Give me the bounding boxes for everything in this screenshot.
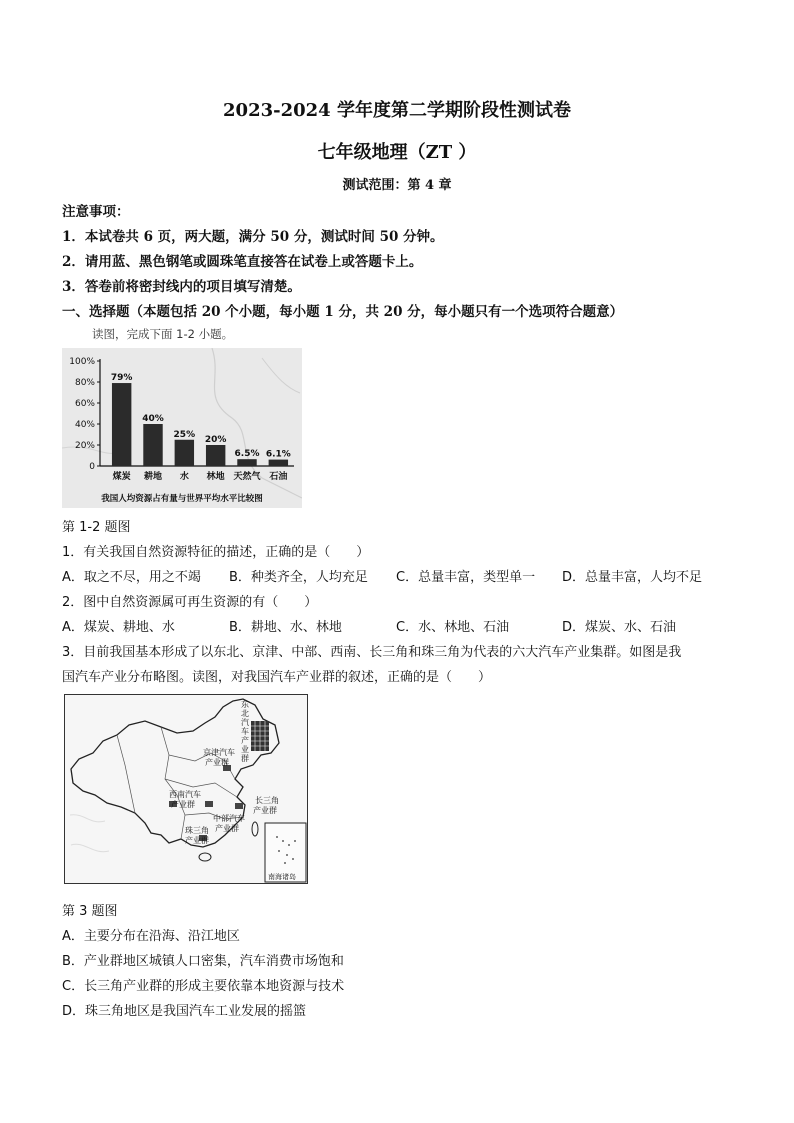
chart-data-label: 79%: [110, 373, 133, 384]
chart-data-label: 6.1%: [265, 449, 291, 460]
chart-category-label: 煤炭: [112, 472, 131, 482]
chart-y-tick-label: 100%: [69, 357, 95, 367]
section-instruction: 读图，完成下面 1-2 小题。: [92, 327, 234, 341]
q3-option-a[interactable]: A．主要分布在沿海、沿江地区: [62, 929, 240, 944]
notes-heading: 注意事项：: [62, 204, 130, 220]
map-label-pearl-2: 产业群: [185, 836, 209, 845]
note-item: 2．请用蓝、黑色钢笔或圆珠笔直接答在试卷上或答题卡上。: [62, 254, 423, 270]
map-label-northeast-2: 北: [241, 709, 249, 718]
chart-bar: [143, 424, 162, 466]
map-label-northeast-3: 汽: [241, 718, 249, 727]
chart-category-label: 耕地: [143, 472, 163, 482]
chart-y-tick-label: 80%: [74, 378, 95, 388]
q2-option-b[interactable]: B．耕地、水、林地: [229, 620, 342, 635]
china-map-svg: [65, 695, 307, 883]
map-label-northeast-6: 业: [241, 745, 249, 754]
chart-bar: [237, 459, 256, 466]
chart-category-label: 天然气: [233, 472, 261, 482]
chart-data-label: 20%: [204, 435, 227, 445]
chart-bar: [175, 440, 194, 466]
map-label-southwest: 西南汽车: [169, 790, 201, 799]
chart-y-tick-label: 60%: [74, 399, 95, 409]
map-label-northeast-7: 群: [241, 754, 249, 763]
china-auto-industry-map: [64, 694, 308, 884]
chart-category-label: 石油: [269, 472, 288, 482]
q3-option-b[interactable]: B．产业群地区城镇人口密集，汽车消费市场饱和: [62, 954, 344, 969]
map-label-jingjin: 京津汽车: [203, 748, 235, 757]
q1-option-a[interactable]: A．取之不尽，用之不竭: [62, 570, 201, 585]
q2-option-a[interactable]: A．煤炭、耕地、水: [62, 620, 175, 635]
q3-option-d[interactable]: D．珠三角地区是我国汽车工业发展的摇篮: [62, 1004, 307, 1019]
chart-y-tick-label: 20%: [74, 441, 95, 451]
chart-category-label: 林地: [206, 472, 225, 482]
figure-caption-3: 第 3 题图: [62, 904, 118, 919]
chart-y-tick-label: 0: [89, 462, 95, 472]
chart-bar: [112, 383, 131, 466]
exam-scope: 测试范围：第 4 章: [342, 178, 452, 193]
map-label-southwest-2: 产业群: [171, 800, 195, 809]
bar-chart-svg: [62, 348, 302, 508]
map-label-central: 中部汽车: [213, 814, 245, 823]
map-label-pearl: 珠三角: [185, 826, 209, 835]
map-label-yangtze: 长三角: [255, 796, 279, 805]
map-label-yangtze-2: 产业群: [253, 806, 277, 815]
map-label-northeast-4: 车: [241, 727, 249, 736]
map-label-south-sea: 南海诸岛: [268, 873, 296, 881]
exam-subtitle: 七年级地理（ZT ）: [317, 142, 477, 163]
q3-option-c[interactable]: C．长三角产业群的形成主要依靠本地资源与技术: [62, 979, 345, 994]
map-label-central-2: 产业群: [215, 824, 239, 833]
section-heading: 一、选择题（本题包括 20 个小题，每小题 1 分，共 20 分，每小题只有一个选项符合题意）: [62, 304, 624, 320]
chart-y-tick-label: 40%: [74, 420, 95, 430]
q2-option-c[interactable]: C．水、林地、石油: [396, 620, 510, 635]
q2-option-d[interactable]: D．煤炭、水、石油: [562, 620, 677, 635]
exam-title: 2023-2024 学年度第二学期阶段性测试卷: [223, 100, 571, 121]
resource-bar-chart: [62, 348, 302, 508]
map-label-northeast-5: 产: [241, 736, 249, 745]
chart-data-label: 6.5%: [234, 449, 260, 460]
chart-data-label: 25%: [173, 429, 196, 440]
q1-option-d[interactable]: D．总量丰富，人均不足: [562, 570, 703, 585]
note-item: 3．答卷前将密封线内的项目填写清楚。: [62, 279, 301, 295]
chart-bar: [206, 445, 225, 466]
note-item: 1．本试卷共 6 页，两大题，满分 50 分，测试时间 50 分钟。: [62, 229, 444, 245]
chart-caption: 我国人均资源占有量与世界平均水平比较图: [101, 494, 263, 504]
q1-option-c[interactable]: C．总量丰富，类型单一: [396, 570, 536, 585]
map-label-jingjin-2: 产业群: [205, 758, 229, 767]
question-2-stem: 2．图中自然资源属可再生资源的有（ ）: [62, 595, 318, 610]
question-3-stem-line-1: 3．目前我国基本形成了以东北、京津、中部、西南、长三角和珠三角为代表的六大汽车产业集群。如图是我: [62, 645, 682, 660]
chart-bar: [269, 460, 288, 466]
question-3-stem-line-2: 国汽车产业分布略图。读图，对我国汽车产业群的叙述，正确的是（ ）: [62, 670, 492, 685]
figure-caption-1: 第 1-2 题图: [62, 520, 131, 535]
q1-option-b[interactable]: B．种类齐全，人均充足: [229, 570, 368, 585]
chart-category-label: 水: [179, 472, 189, 482]
question-1-stem: 1．有关我国自然资源特征的描述，正确的是（ ）: [62, 545, 370, 560]
map-label-northeast-1: 东: [241, 700, 249, 709]
chart-data-label: 40%: [142, 414, 164, 424]
